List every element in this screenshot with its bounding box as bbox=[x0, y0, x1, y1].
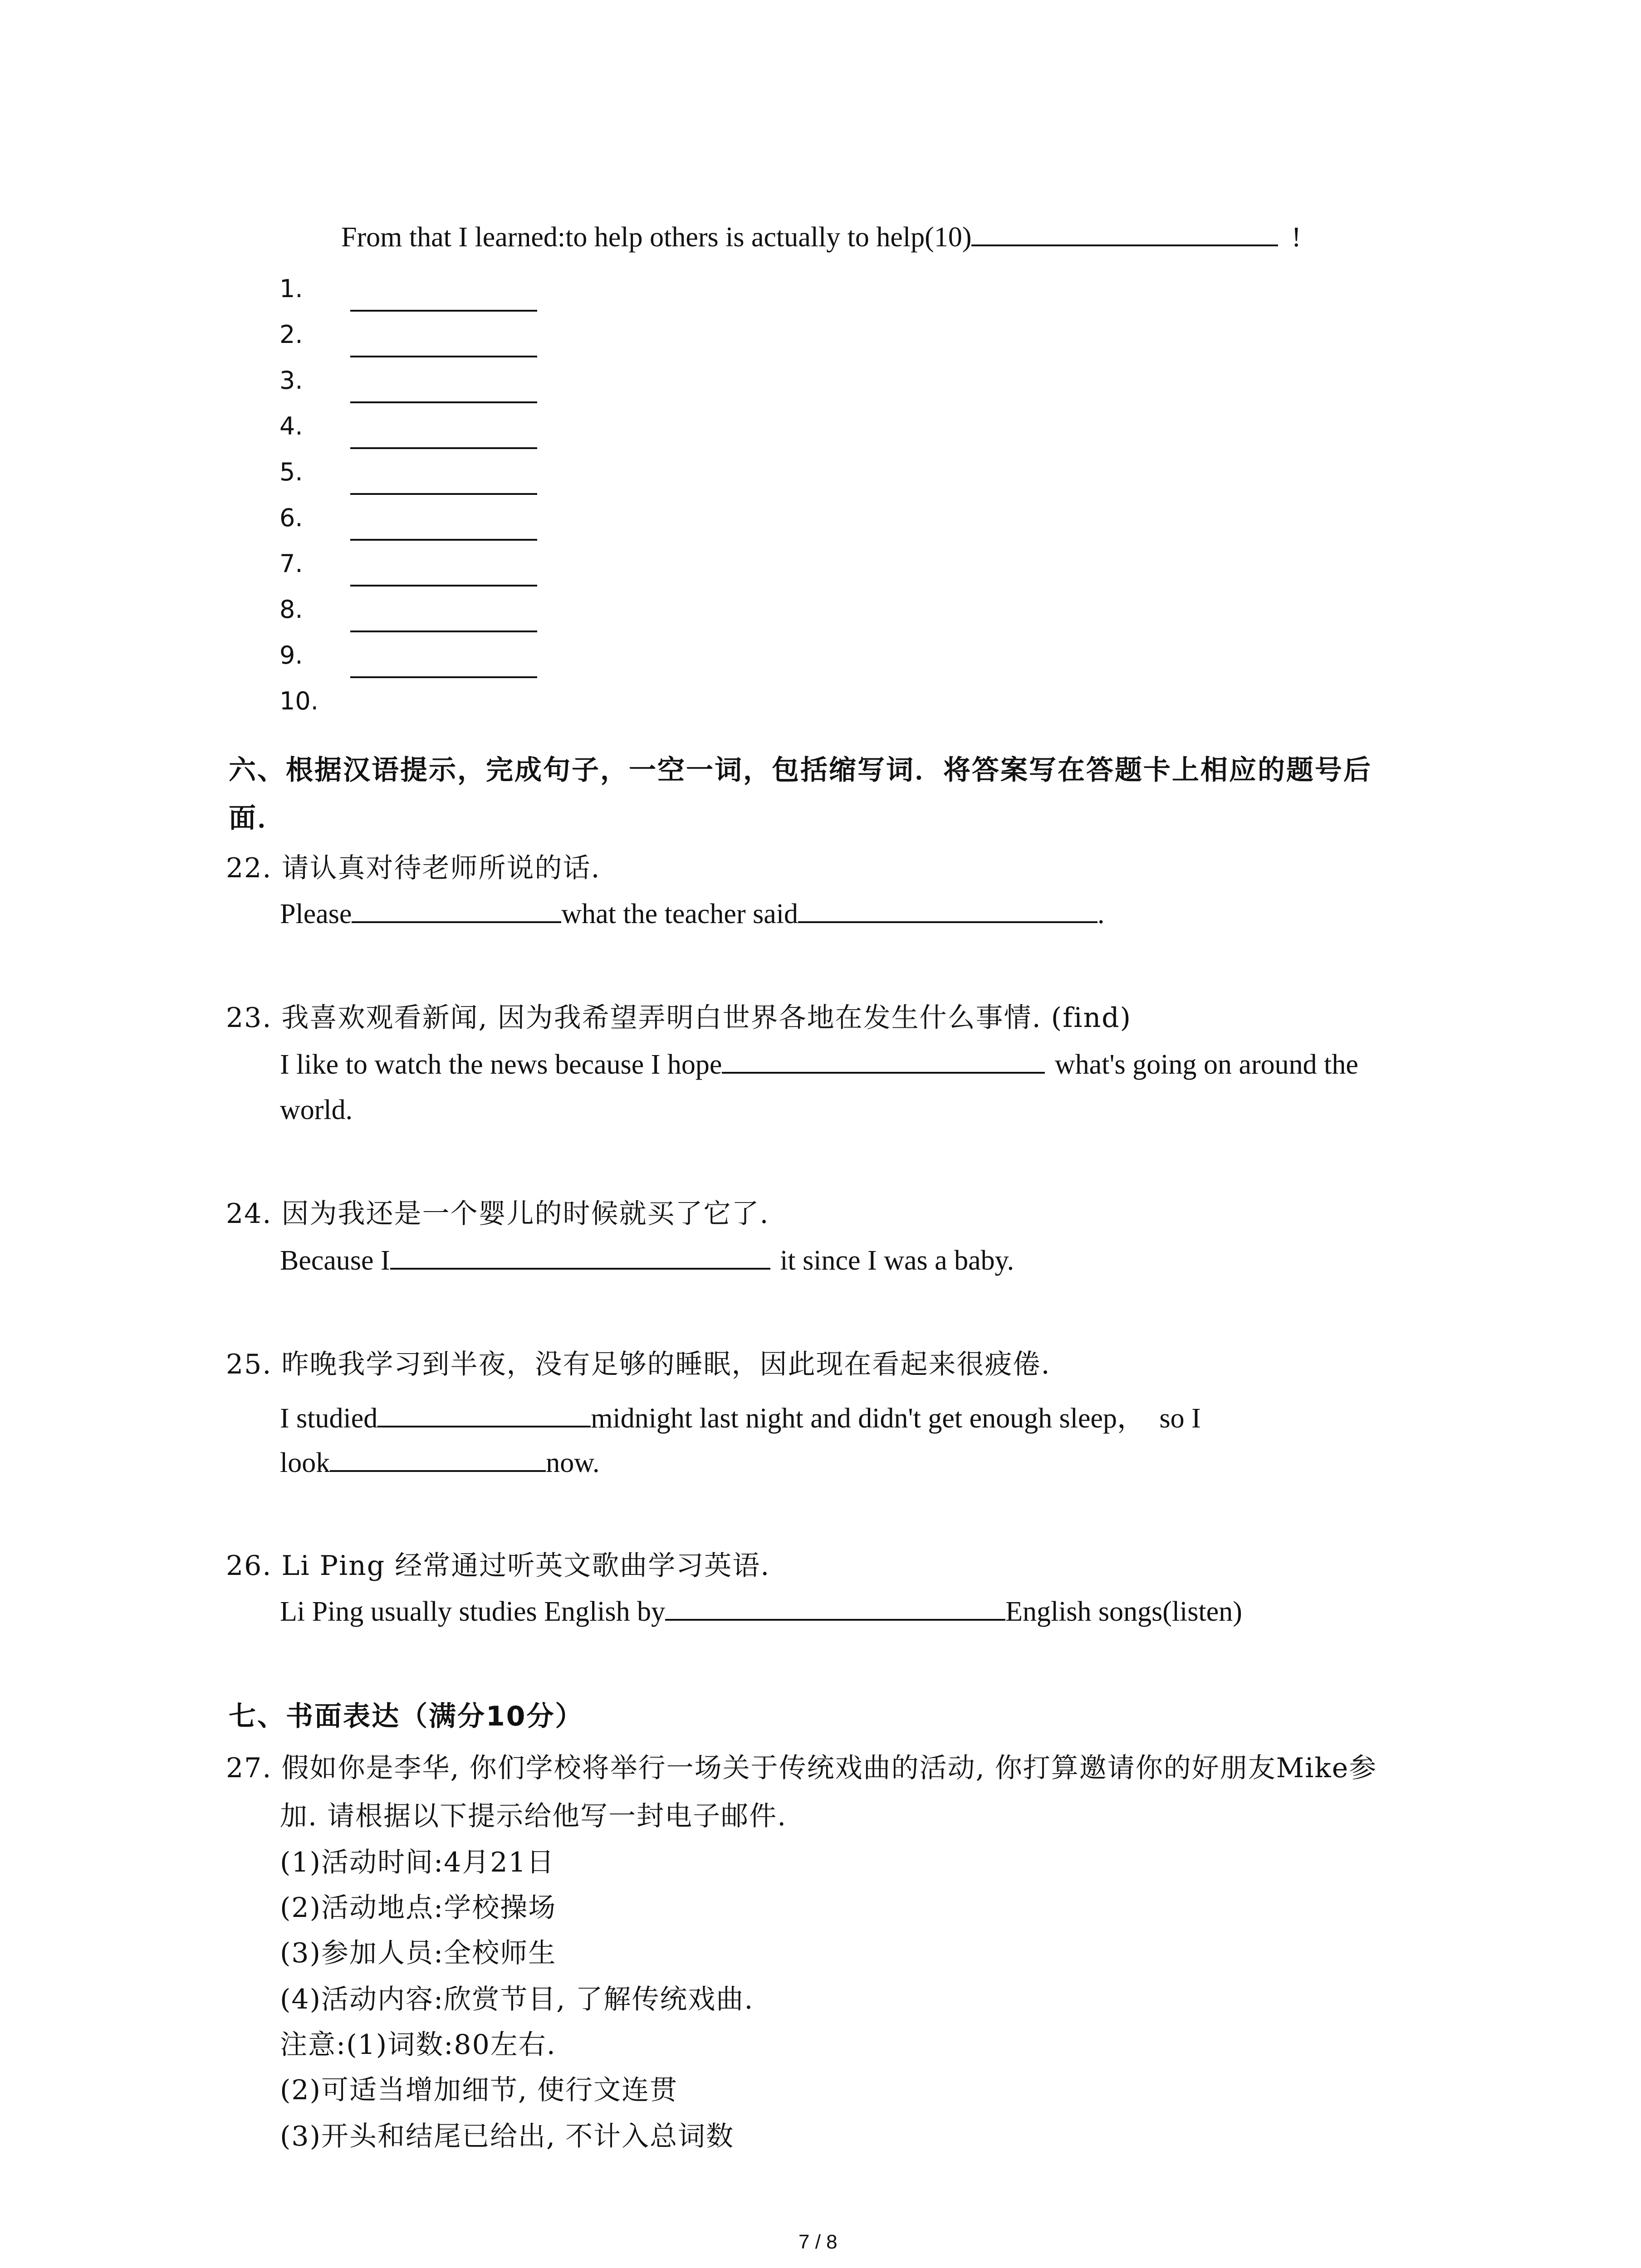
q22-text-a: Please bbox=[280, 899, 352, 929]
q25-number: 25. bbox=[226, 1349, 272, 1380]
q23-number: 23. bbox=[226, 1002, 272, 1034]
answer-blank[interactable] bbox=[350, 493, 537, 495]
answer-line-label: 5. bbox=[279, 458, 303, 486]
q25-text-e: now. bbox=[546, 1447, 600, 1478]
q22-text-b: what the teacher said bbox=[561, 899, 798, 929]
q23-prompt bbox=[226, 996, 1132, 1035]
q23-blank[interactable] bbox=[722, 1049, 1045, 1074]
q27-number: 27. bbox=[226, 1752, 272, 1784]
blank-10[interactable] bbox=[971, 222, 1278, 246]
q24-prompt bbox=[226, 1192, 769, 1231]
q27-line9: (3)开头和结尾已给出, 不计入总词数 bbox=[280, 2121, 735, 2152]
q27-line5: (3)参加人员:全校师生 bbox=[280, 1937, 557, 1969]
q27-line1 bbox=[226, 1746, 1377, 1785]
section7-heading: 七、书面表达（满分10分） bbox=[229, 1701, 584, 1732]
q27-line1-text: 假如你是李华, 你们学校将举行一场关于传统戏曲的活动, 你打算邀请你的好朋友Mike参 bbox=[281, 1752, 1377, 1784]
answer-blank[interactable] bbox=[350, 401, 537, 403]
q24-sentence bbox=[280, 1245, 1014, 1277]
answer-blank[interactable] bbox=[350, 676, 537, 678]
answer-line-label: 2. bbox=[279, 320, 303, 349]
answer-blank[interactable] bbox=[350, 539, 537, 541]
section6-heading-line2: 面． bbox=[229, 802, 286, 834]
q23-sentence bbox=[280, 1049, 1358, 1081]
q22-sentence bbox=[280, 898, 1104, 930]
q26-text-a: Li Ping usually studies English by bbox=[280, 1596, 666, 1627]
q26-blank[interactable] bbox=[665, 1596, 1005, 1621]
q25-chinese: 昨晚我学习到半夜，没有足够的睡眠，因此现在看起来很疲倦. bbox=[281, 1349, 1051, 1380]
q22-blank-2[interactable] bbox=[798, 899, 1097, 923]
q27-line8: (2)可适当增加细节, 使行文连贯 bbox=[280, 2074, 678, 2106]
q26-prompt bbox=[226, 1544, 770, 1583]
q27-line4: (2)活动地点:学校操场 bbox=[280, 1892, 557, 1924]
answer-line-label: 7. bbox=[279, 549, 303, 578]
answer-blank[interactable] bbox=[350, 631, 537, 632]
q24-chinese: 因为我还是一个婴儿的时候就买了它了. bbox=[281, 1198, 769, 1230]
q27-line3: (1)活动时间:4月21日 bbox=[280, 1847, 555, 1878]
page-number: 7 / 8 bbox=[798, 2231, 838, 2253]
q22-chinese: 请认真对待老师所说的话. bbox=[281, 852, 601, 884]
q23-chinese: 我喜欢观看新闻, 因为我希望弄明白世界各地在发生什么事情. (find) bbox=[281, 1002, 1132, 1034]
q25-text-b: midnight last night and didn't get enough sleep， bbox=[591, 1403, 1145, 1434]
answer-blank[interactable] bbox=[350, 585, 537, 587]
q27-line7: 注意:(1)词数:80左右. bbox=[280, 2029, 556, 2061]
answer-line-label: 9. bbox=[279, 641, 303, 670]
q25-text-a: I studied bbox=[280, 1403, 378, 1434]
q25-sentence-1 bbox=[280, 1395, 1201, 1436]
q24-blank[interactable] bbox=[390, 1245, 770, 1270]
q26-chinese: Li Ping 经常通过听英文歌曲学习英语. bbox=[281, 1550, 770, 1582]
section6-heading-line1: 六、根据汉语提示，完成句子，一空一词，包括缩写词．将答案写在答题卡上相应的题号后 bbox=[229, 754, 1372, 786]
answer-line-label: 4. bbox=[279, 412, 303, 440]
q22-number: 22. bbox=[226, 852, 272, 884]
answer-line-label: 1. bbox=[279, 274, 303, 303]
answer-line-label: 10. bbox=[279, 687, 318, 715]
q22-text-c: . bbox=[1097, 899, 1105, 929]
intro-text: From that I learned:to help others is actually to help(10) bbox=[341, 222, 972, 253]
q27-line2: 加. 请根据以下提示给他写一封电子邮件. bbox=[280, 1800, 787, 1832]
q24-text-b: it since I was a baby. bbox=[780, 1245, 1014, 1276]
q23-text-c: world. bbox=[280, 1095, 353, 1125]
q24-text-a: Because I bbox=[280, 1245, 390, 1276]
answer-line-label: 8. bbox=[279, 595, 303, 624]
q23-text-a: I like to watch the news because I hope bbox=[280, 1049, 722, 1080]
q25-blank-1[interactable] bbox=[377, 1403, 591, 1427]
q25-prompt bbox=[226, 1343, 1051, 1382]
q27-line6: (4)活动内容:欣赏节目, 了解传统戏曲. bbox=[280, 1984, 754, 2015]
intro-end-mark: ! bbox=[1291, 222, 1301, 253]
answer-blank[interactable] bbox=[350, 310, 537, 312]
q25-blank-2[interactable] bbox=[330, 1447, 546, 1472]
q22-blank-1[interactable] bbox=[352, 899, 561, 923]
q25-text-c: so I bbox=[1159, 1403, 1201, 1434]
intro-line bbox=[341, 221, 1301, 254]
answer-line-label: 6. bbox=[279, 503, 303, 532]
q22-prompt bbox=[226, 846, 601, 885]
q23-text-b: what's going on around the bbox=[1054, 1049, 1358, 1080]
q25-text-d: look bbox=[280, 1447, 330, 1478]
answer-blank[interactable] bbox=[350, 356, 537, 357]
q26-number: 26. bbox=[226, 1550, 272, 1582]
q26-sentence bbox=[280, 1596, 1242, 1628]
answer-line-label: 3. bbox=[279, 366, 303, 395]
q26-text-b: English songs(listen) bbox=[1005, 1596, 1242, 1627]
q24-number: 24. bbox=[226, 1198, 272, 1230]
q25-sentence-2 bbox=[280, 1447, 599, 1479]
answer-blank[interactable] bbox=[350, 447, 537, 449]
